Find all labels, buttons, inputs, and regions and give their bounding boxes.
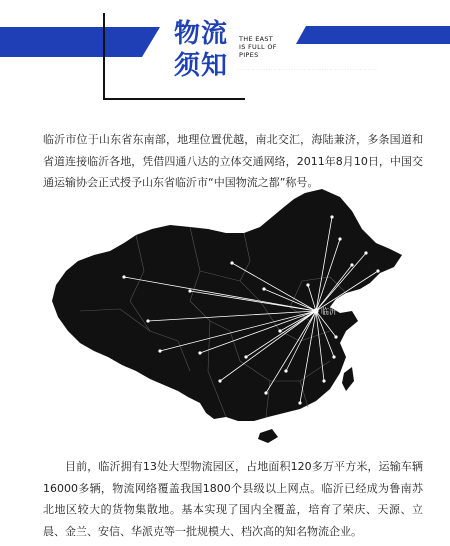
route-endpoint [264,391,267,394]
hub-marker [313,308,318,313]
route-endpoint [284,369,287,372]
title-line-2: 须知 [174,51,229,81]
page-title [174,18,236,82]
route-endpoint [364,251,367,254]
intro-paragraph: 临沂市位于山东省东南部，地理位置优越，南北交汇，海陆兼济，多条国道和省道连接临沂各地，凭借四通八达的立体交通网络，2011年8月10日，中国交通运输协会正式授予山东省临沂市“中国物流之都”称号。 [43,133,423,189]
route-endpoint [230,261,233,264]
route-endpoint [262,287,265,290]
route-endpoint [158,349,161,352]
route-endpoint [218,379,221,382]
route-endpoint [350,263,353,266]
route-endpoint [322,379,325,382]
route-endpoint [278,329,281,332]
route-endpoint [298,401,301,404]
route-endpoint [338,237,341,240]
tagline-line-3: PIPES [239,51,259,59]
route-endpoint [198,351,201,354]
route-endpoint [376,269,379,272]
tagline-line-2: IS FULL OF [239,43,277,51]
route-endpoint [188,289,191,292]
title-line-1: 物流 [174,19,229,49]
route-endpoint [146,319,149,322]
route-endpoint [122,275,125,278]
route-endpoint [334,335,337,338]
tagline [239,35,295,59]
route-endpoint [306,283,309,286]
route-endpoint [332,355,335,358]
route-endpoint [244,355,247,358]
route-endpoint [330,215,333,218]
taiwan-island [342,367,354,391]
hub-label: 临沂 [321,307,337,316]
china-logistics-map [40,181,415,443]
blue-banner-right [296,26,450,44]
details-paragraph: 目前，临沂拥有13处大型物流园区，占地面积120多万平方米，运输车辆16000多辆，物流网络覆盖我国1800个县级以上网点。临沂已经成为鲁南苏北地区较大的货物集散地。基本实现了国内全覆盖，培育了荣庆、天源、立晨、金兰、安信、华派克等一批规模大、档次高的知名物流企业。 [43,460,423,538]
tagline-line-1: THE EAST [239,35,274,43]
hainan-island [258,429,278,443]
decorative-dotted-line: . . . . . . . . . . . . . . . . . . . . . . . . . . . . . . . . . . . . . . . . . . . . . . . . . . . . . . . [238,66,377,71]
